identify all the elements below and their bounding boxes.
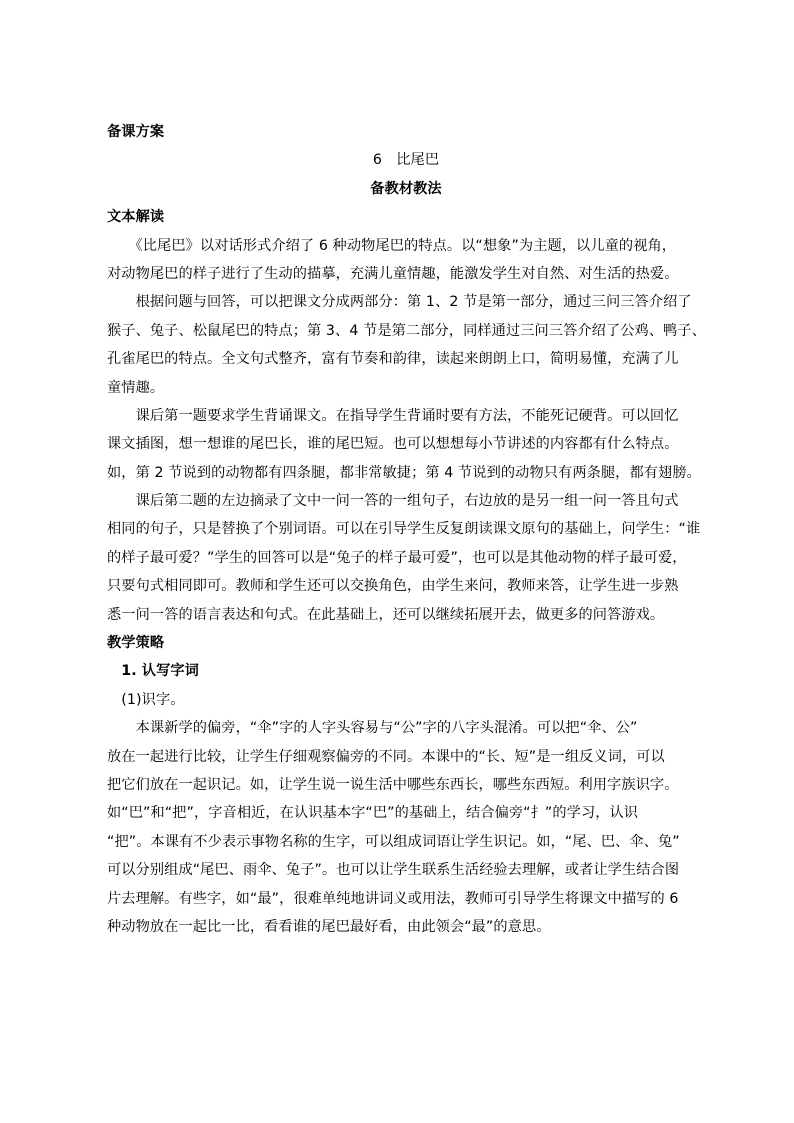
paragraph-line: 种动物放在一起比一比，看看谁的尾巴最好看，由此领会“最”的意思。 — [107, 918, 551, 935]
paragraph-line: 把它们放在一起识记。如，让学生说一说生活中哪些东西长，哪些东西短。利用字族识字。 — [107, 776, 679, 793]
paragraph-line: 猴子、兔子、松鼠尾巴的特点；第 3、4 节是第二部分，同样通过三问三答介绍了公鸡、鸭子、 — [107, 322, 706, 339]
lesson-title: 6 比尾巴 — [372, 152, 440, 169]
text-analysis-heading: 文本解读 — [107, 209, 165, 226]
paragraph-line: 孔雀尾巴的特点。全文句式整齐，富有节奏和韵律，读起来朗朗上口，简明易懂，充满了儿 — [107, 351, 679, 368]
paragraph-line: 相同的句子，只是替换了个别词语。可以在引导学生反复朗读课文原句的基础上，问学生：“谁 — [107, 521, 701, 538]
paragraph-line: 只要句式相同即可。教师和学生还可以交换角色，由学生来问，教师来答，让学生进一步熟 — [107, 578, 679, 595]
paragraph-line: 课后第一题要求学生背诵课文。在指导学生背诵时要有方法，不能死记硬背。可以回忆 — [107, 407, 679, 424]
paragraph-line: 的样子最可爱？”学生的回答可以是“兔子的样子最可爱”，也可以是其他动物的样子最可爱， — [107, 549, 687, 566]
paragraph-line: 悉一问一答的语言表达和句式。在此基础上，还可以继续拓展开去，做更多的问答游戏。 — [107, 606, 665, 623]
sub-heading-recognize-words: 1. 认写字词 — [107, 663, 199, 680]
paragraph-line: 课后第二题的左边摘录了文中一问一答的一组句子，右边放的是另一组一问一答且句式 — [107, 493, 679, 510]
paragraph-line: 如“巴”和“把”，字音相近，在认识基本字“巴”的基础上，结合偏旁“扌”的学习，认识 — [107, 805, 639, 822]
paragraph-line: “把”。本课有不少表示事物名称的生字，可以组成词语让学生识记。如，“尾、巴、伞、兔” — [107, 833, 680, 850]
paragraph-2 — [107, 288, 706, 402]
header-label: 备课方案 — [107, 124, 165, 140]
paragraph-line: 放在一起进行比较，让学生仔细观察偏旁的不同。本课中的“长、短”是一组反义词，可以 — [107, 748, 665, 765]
strategy-heading: 教学策略 — [107, 635, 165, 652]
paragraph-1 — [107, 232, 689, 289]
paragraph-line: 根据问题与回答，可以把课文分成两部分：第 1、2 节是第一部分，通过三问三答介绍了 — [107, 294, 692, 311]
paragraph-line: 课文插图，想一想谁的尾巴长，谁的尾巴短。也可以想想每小节讲述的内容都有什么特点。 — [107, 436, 679, 453]
document-content — [107, 118, 706, 941]
paragraph-5 — [107, 714, 689, 941]
paragraph-line: 片去理解。有些字，如“最”，很难单纯地讲词义或用法，教师可引导学生将课文中描写的 6 — [107, 890, 679, 907]
paragraph-line: 可以分别组成“尾巴、雨伞、兔子”。也可以让学生联系生活经验去理解，或者让学生结合图 — [107, 862, 680, 879]
paragraph-line: 《比尾巴》以对话形式介绍了 6 种动物尾巴的特点。以“想象”为主题，以儿童的视角， — [107, 237, 677, 254]
section-title: 备教材教法 — [370, 180, 442, 197]
paragraph-line: 童情趣。 — [107, 379, 165, 396]
sub-heading-literacy: (1)识字。 — [107, 691, 185, 708]
paragraph-3 — [107, 402, 701, 487]
paragraph-line: 如，第 2 节说到的动物都有四条腿，都非常敏捷；第 4 节说到的动物只有两条腿，都有翅膀。 — [107, 464, 701, 481]
paragraph-line: 对动物尾巴的样子进行了生动的描摹，充满儿童情趣，能激发学生对自然、对生活的热爱。 — [107, 265, 679, 282]
paragraph-4 — [107, 487, 701, 629]
paragraph-line: 本课新学的偏旁，“伞”字的人字头容易与“公”字的八字头混淆。可以把“伞、公” — [107, 720, 638, 737]
